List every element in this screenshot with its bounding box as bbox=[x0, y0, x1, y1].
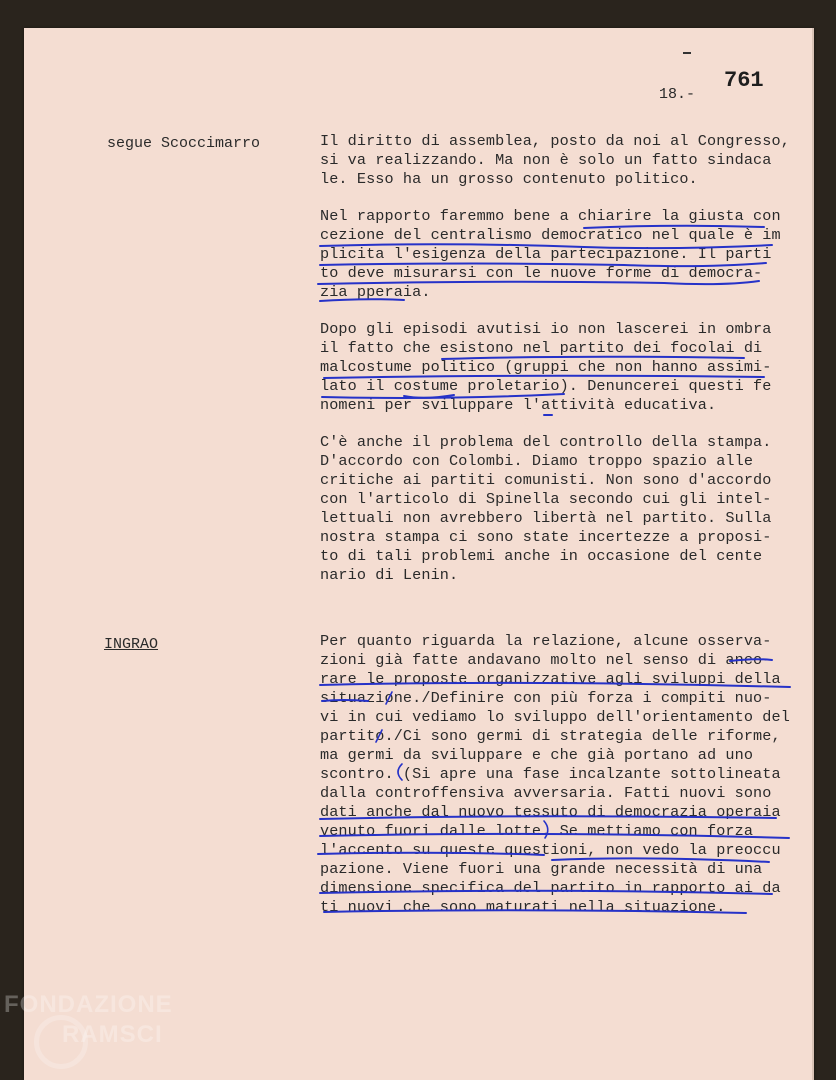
text-line: nostra stampa ci sono state incertezze a proposi- bbox=[320, 528, 772, 546]
speaker-scoccimarro: segue Scoccimarro bbox=[107, 135, 261, 152]
text-line: plicita l'esigenza della partecipazione. Il parti bbox=[320, 245, 772, 263]
text-line: D'accordo con Colombi. Diamo troppo spazio alle bbox=[320, 452, 754, 470]
text-line: cezione del centralismo democratico nel quale è im bbox=[320, 226, 781, 244]
text-line: venuto fuori dalle lotte. Se mettiamo con forza bbox=[320, 822, 754, 840]
watermark-line2: RAMSCI bbox=[62, 1021, 163, 1048]
text-line: pazione. Viene fuori una grande necessità di una bbox=[320, 860, 763, 878]
text-line: scontro. (Si apre una fase incalzante sottolineata bbox=[320, 765, 781, 783]
text-line: Il diritto di assemblea, posto da noi al Congresso, bbox=[320, 132, 790, 150]
text-line: vi in cui vediamo lo sviluppo dell'orientamento del bbox=[320, 708, 790, 726]
text-line: rare le proposte organizzative agli sviluppi della bbox=[320, 670, 781, 688]
text-line: to deve misurarsi con le nuove forme di democra- bbox=[320, 264, 763, 282]
text-line: lettuali non avrebbero libertà nel partito. Sulla bbox=[320, 509, 772, 527]
watermark-line1: FONDAZIONE bbox=[4, 991, 173, 1018]
text-line: con l'articolo di Spinella secondo cui gli intel- bbox=[320, 490, 772, 508]
text-line: dimensione specifica del partito in rapporto ai da bbox=[320, 879, 781, 897]
text-line: partito./Ci sono germi di strategia delle riforme, bbox=[320, 727, 781, 745]
text-line: il fatto che esistono nel partito dei focolai di bbox=[320, 339, 763, 357]
text-line: zia pperaia. bbox=[320, 283, 431, 301]
text-line: dati anche dal nuovo tessuto di democrazia operaia bbox=[320, 803, 781, 821]
speaker-ingrao: INGRAO bbox=[104, 636, 159, 653]
text-line: C'è anche il problema del controllo della stampa. bbox=[320, 433, 772, 451]
text-line: nomeni per sviluppare l'attività educativa. bbox=[320, 396, 717, 414]
paragraph-stampa bbox=[320, 433, 800, 585]
watermark-logo bbox=[4, 990, 173, 1050]
paragraph-assemblea bbox=[320, 132, 800, 189]
text-line: ma germi da sviluppare e che già portano ad uno bbox=[320, 746, 754, 764]
text-line: Nel rapporto faremmo bene a chiarire la giusta con bbox=[320, 207, 781, 225]
text-line: critiche ai partiti comunisti. Non sono d'accordo bbox=[320, 471, 772, 489]
text-line: situazione./Definire con più forza i compiti nuo- bbox=[320, 689, 772, 707]
text-line: si va realizzando. Ma non è solo un fatto sindaca bbox=[320, 151, 772, 169]
paragraph-centralismo bbox=[320, 207, 800, 302]
text-line: le. Esso ha un grosso contenuto politico. bbox=[320, 170, 698, 188]
dash-mark bbox=[683, 52, 691, 54]
paragraph-malcostume bbox=[320, 320, 800, 415]
text-line: nario di Lenin. bbox=[320, 566, 459, 584]
archive-stamp-number: 761 bbox=[724, 68, 764, 93]
text-line: dalla controffensiva avversaria. Fatti nuovi sono bbox=[320, 784, 772, 802]
text-line: Dopo gli episodi avutisi io non lascerei in ombra bbox=[320, 320, 772, 338]
text-line: l'accento su queste questioni, non vedo la preoccu bbox=[320, 841, 781, 859]
document-page bbox=[24, 28, 814, 1080]
text-line: Per quanto riguarda la relazione, alcune osserva- bbox=[320, 632, 772, 650]
text-line: ti nuovi che sono maturati nella situazione. bbox=[320, 898, 726, 916]
paragraph-ingrao bbox=[320, 632, 800, 917]
text-line: malcostume politico (gruppi che non hanno assimi- bbox=[320, 358, 772, 376]
page-number: 18.- bbox=[659, 86, 696, 103]
text-line: lato il costume proletario). Denuncerei questi fe bbox=[320, 377, 772, 395]
page-edge bbox=[812, 28, 814, 1080]
text-line: to di tali problemi anche in occasione del cente bbox=[320, 547, 763, 565]
text-line: zioni già fatte andavano molto nel senso di anco- bbox=[320, 651, 772, 669]
